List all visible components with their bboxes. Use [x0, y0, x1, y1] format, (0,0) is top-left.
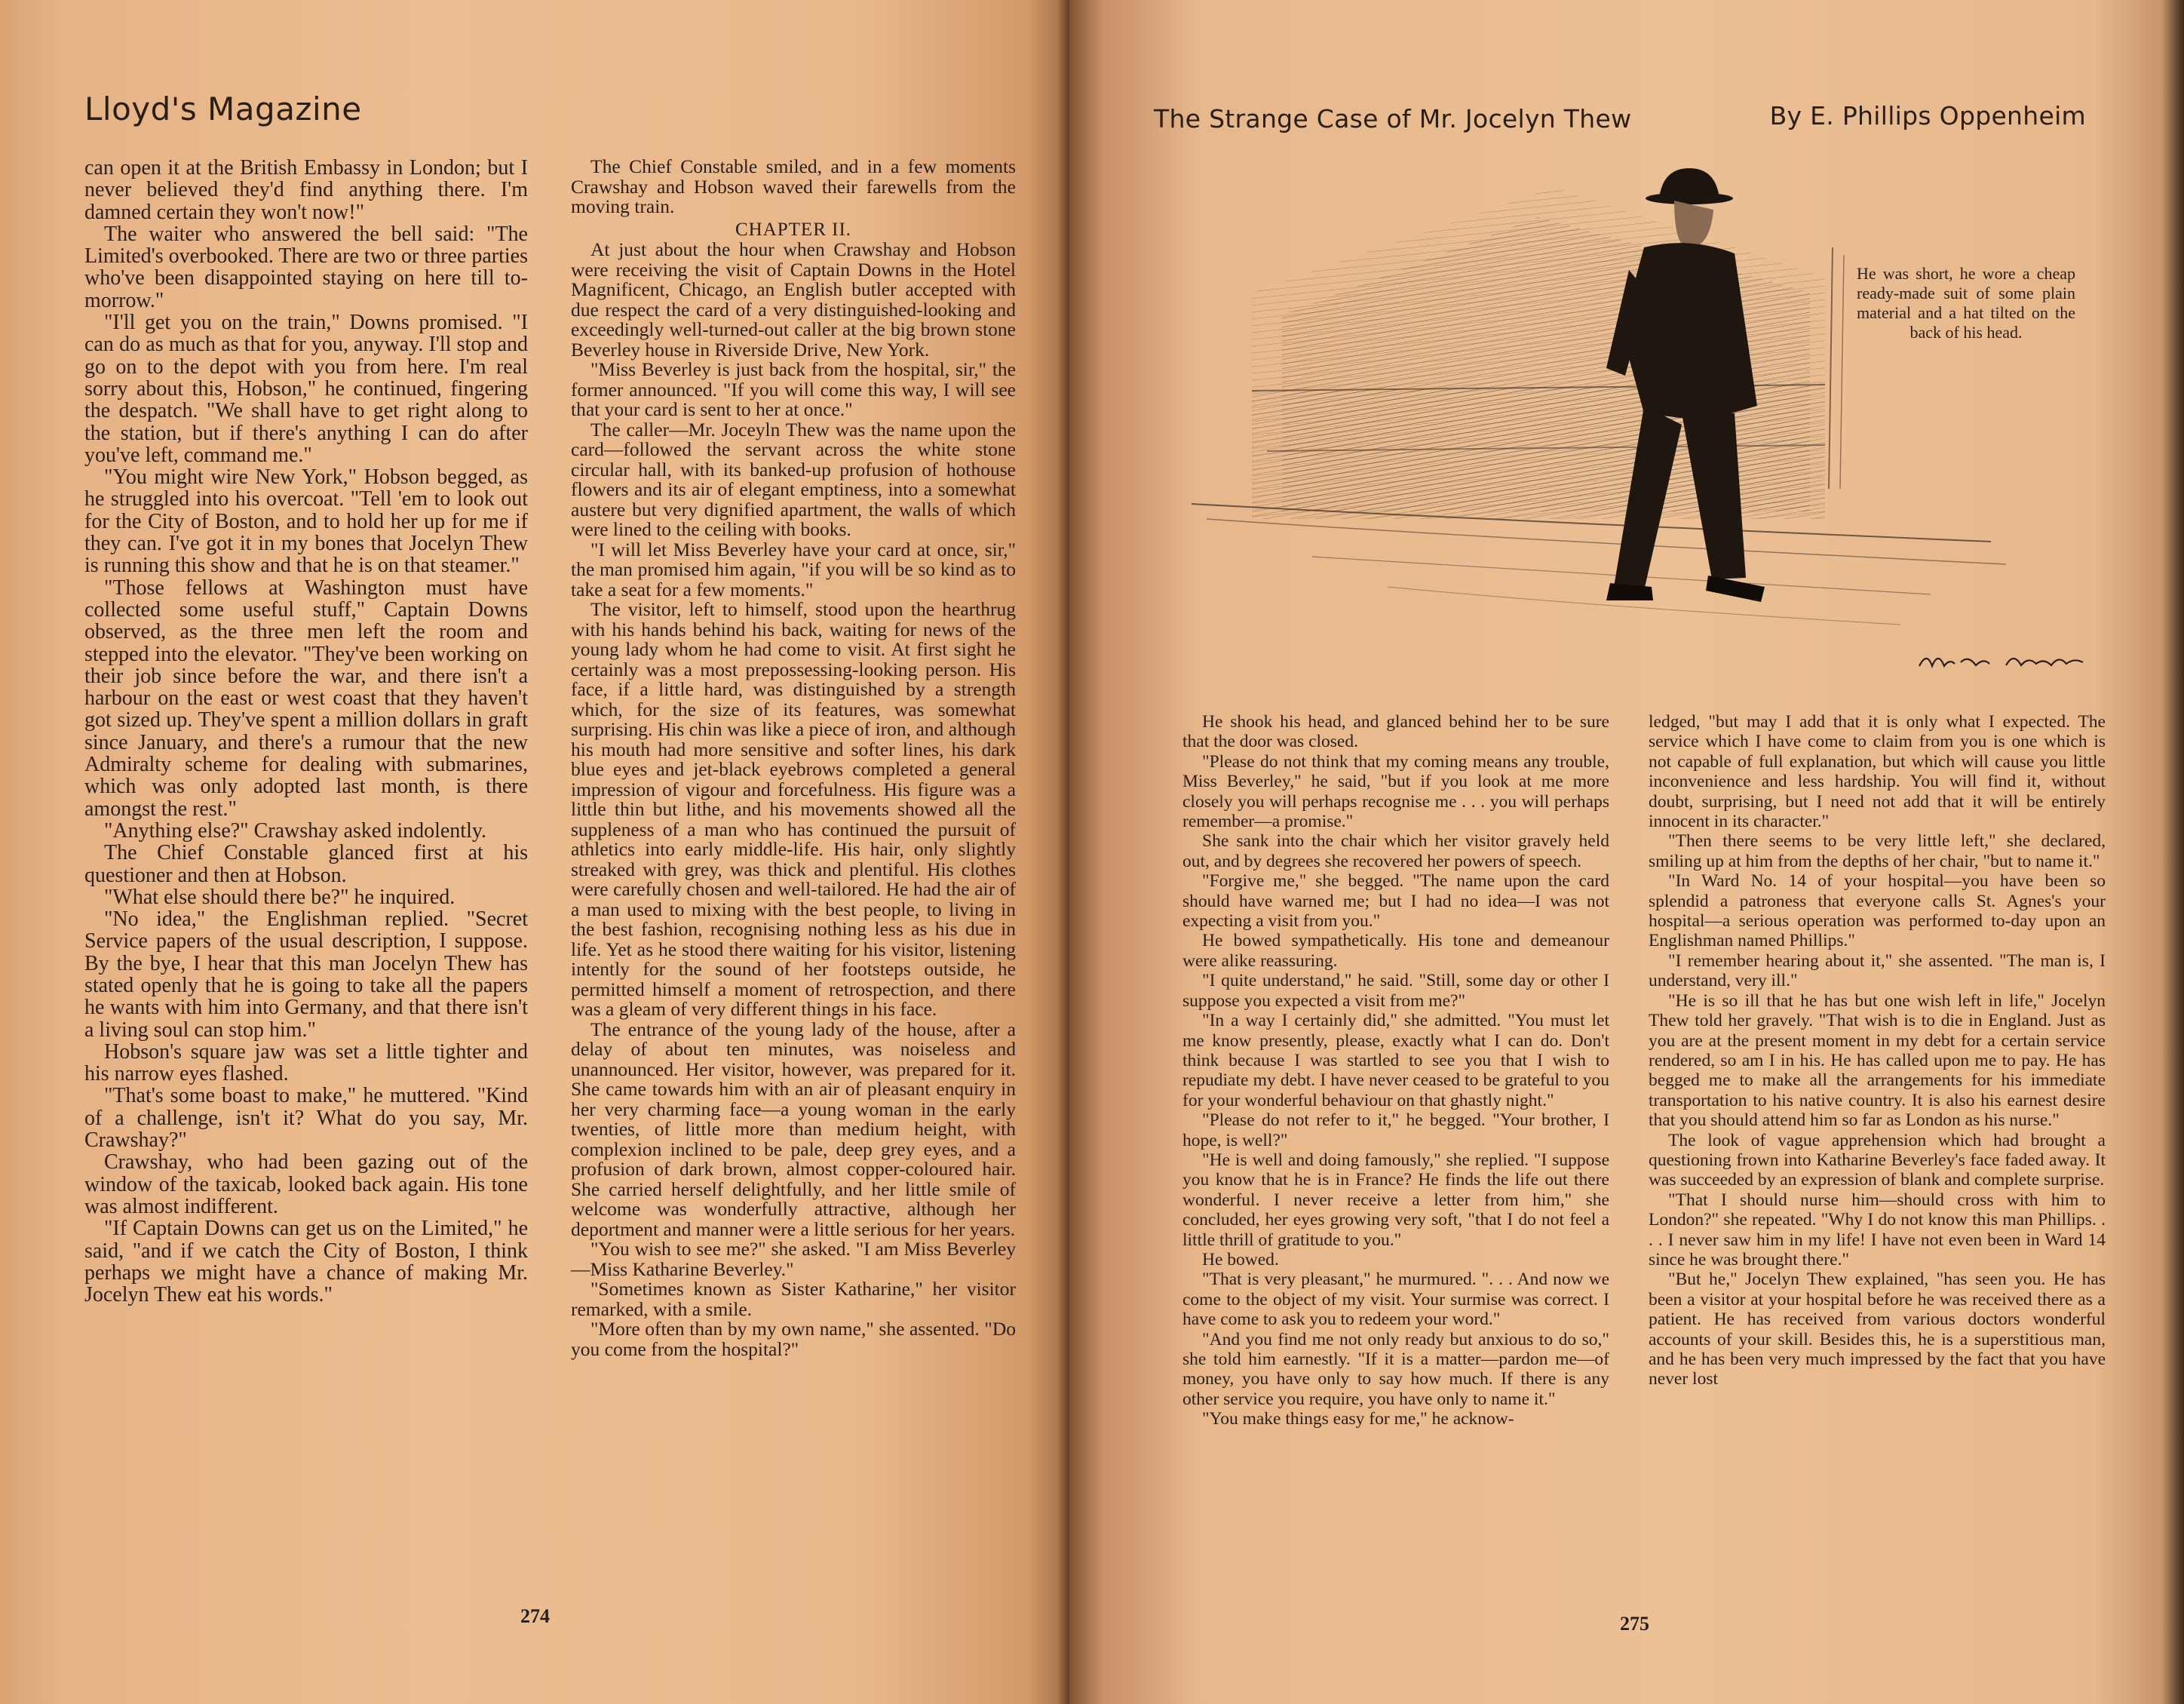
column-paragraph: "Miss Beverley is just back from the hospital, sir," the former announced. "If you will come this way, I will see that your card is sent to her at once."	[571, 358, 1016, 420]
column-paragraph: "You make things easy for me," he acknow-	[1202, 1409, 1514, 1429]
column-paragraph: She sank into the chair which her visitor gravely held out, and by degrees she recovered her powers of speech.	[1182, 831, 1609, 871]
column-paragraph: "He is so ill that he has but one wish left in life," Jocelyn Thew told her gravely. "That wish is to die in England. Just as you are at the present moment in my debt for a certain service rendered, so am I in his. He has called upon me to pay. He has begged me to make all the arrangements for his immediate transportation to his native country. It is also his earnest desire that you should attend him so far as London as his nurse."	[1649, 990, 2106, 1131]
illustration-caption: He was short, he wore a cheap ready-made suit of some plain material and a hat tilted on the back of his head.	[1857, 264, 2075, 342]
right-page-column-2	[1649, 712, 2106, 1389]
column-paragraph: "In Ward No. 14 of your hospital—you have been so splendid a patroness that everyone calls St. Agnes's your hospital—a serious operation was performed to-day upon an Englishman named Phillips."	[1649, 871, 2106, 951]
running-head-story-title: The Strange Case of Mr. Jocelyn Thew	[1154, 104, 1632, 134]
column-paragraph: "I quite understand," he said. "Still, some day or other I suppose you expected a visit from me?"	[1182, 971, 1609, 1011]
column-paragraph: "But he," Jocelyn Thew explained, "has seen you. He has been a visitor at your hospital before he was received there as a patient. He has received from various doctors wonderful accounts of your skill. Besides this, he is a superstitious man, and he has been very much impressed by the fact that you have never lost	[1649, 1270, 2106, 1389]
running-head-magazine-title: Lloyd's Magazine	[84, 91, 362, 127]
column-paragraph: ledged, "but may I add that it is only what I expected. The service which I have come to claim from you is one which is not capable of full explanation, but which will cause you little inconvenience and less hardship. You will find it, without doubt, surprising, but I need not add that it will be entirely innocent in its character."	[1649, 712, 2106, 832]
column-paragraph: "Those fellows at Washington must have collected some useful stuff," Captain Downs observed, as the three men left the room and stepped into the elevator. "They've been working on their job since before the war, and there isn't a harbour on the east or west coast that they haven't got sized up. They've spent a million dollars in graft since January, and there's a rumour that the new Admiralty scheme for dealing with submarines, which was only adopted last month, is there amongst the rest."	[84, 576, 528, 821]
column-paragraph: "Please do not think that my coming means any trouble, Miss Beverley," he said, "but if you look at me more closely you will perhaps recognise me . . . you will perhaps remember—a promise."	[1182, 751, 1609, 832]
chapter-body	[571, 240, 1016, 1359]
column-paragraph: "In a way I certainly did," she admitted. "You must let me know presently, please, exactly what I can do. Don't think because I was startled to see you that I wish to repudiate my debt. I have never ceased to be grateful to you for your wonderful behaviour on that ghastly night."	[1182, 1011, 1609, 1110]
page-number-right: 275	[1620, 1613, 1649, 1635]
column-paragraph: At just about the hour when Crawshay and Hobson were receiving the visit of Captain Downs in the Hotel Magnificent, Chicago, an English butler accepted with due respect the card of a very distinguished-looking and exceedingly well-turned-out caller at the big brown stone Beverley house in Riverside Drive, New York.	[571, 238, 1016, 361]
street-sketch	[1192, 504, 2006, 625]
column-paragraph: "Sometimes known as Sister Katharine," her visitor remarked, with a smile.	[571, 1278, 1016, 1320]
column-paragraph: "Forgive me," she begged. "The name upon the card should have warned me; but I had no idea—I was not expecting a visit from you."	[1182, 871, 1609, 932]
column-paragraph: The Chief Constable smiled, and in a few moments Crawshay and Hobson waved their farewells from the moving train.	[571, 155, 1016, 217]
column-paragraph: "And you find me not only ready but anxious to do so," she told him earnestly. "If it is a matter—pardon me—of money, you have only to say how much. If there is any other service you require, you have only to name it."	[1182, 1329, 1609, 1409]
column-paragraph: He shook his head, and glanced behind her to be sure that the door was closed.	[1182, 712, 1609, 752]
left-page-column-1	[84, 157, 528, 1306]
column-paragraph: "That is very pleasant," he murmured. ". . . And now we come to the object of my visit. Your surmise was correct. I have come to ask you to redeem your word."	[1182, 1270, 1609, 1330]
column-paragraph: The caller—Mr. Joceyln Thew was the name upon the card—followed the servant across the white stone circular hall, with its banked-up profusion of hothouse flowers and its air of elegant emptiness, into a somewhat austere but very dignified apartment, the walls of which were lined to the ceiling with books.	[571, 418, 1016, 540]
column-paragraph: "I'll get you on the train," Downs promised. "I can do as much as that for you, anyway. I'll stop and go on to the depot with you from here. I'm real sorry about this, Hobson," he continued, fingering the despatch. "We shall have to get right along to the station, but if there's anything I can do after you've left, command me."	[84, 311, 528, 467]
column-paragraph: "You might wire New York," Hobson begged, as he struggled into his overcoat. "Tell 'em to look out for the City of Boston, and to hold her up for me if they can. I've got it in my bones that Jocelyn Thew is running this show and that he is on that steamer."	[84, 465, 528, 578]
column-paragraph: "That's some boast to make," he muttered. "Kind of a challenge, isn't it? What do you say, Mr. Crawshay?"	[84, 1084, 528, 1153]
running-head-author: By E. Phillips Oppenheim	[1769, 101, 2086, 130]
column-paragraph: The entrance of the young lady of the house, after a delay of about ten minutes, was noiseless and unannounced. Her visitor, however, was prepared for it. She came towards him with an air of pleasant enquiry in her very charming face—a young woman in the early twenties, of little more than medium height, with complexion inclined to be pale, deep grey eyes, and a profusion of dark brown, almost copper-coloured hair. She carried herself delightfully, and her little smile of welcome was wonderfully attractive, although her deportment and manner were a little serious for her years.	[571, 1018, 1016, 1240]
column-paragraph: He bowed sympathetically. His tone and demeanour were alike reassuring.	[1182, 931, 1609, 971]
right-page-column-1	[1182, 712, 1609, 1429]
left-page	[0, 0, 1069, 1704]
column-paragraph: "What else should there be?" he inquired.	[104, 885, 456, 909]
artist-signature	[1916, 647, 2089, 677]
column-paragraph: He bowed.	[1202, 1249, 1279, 1270]
post-sketch	[1829, 247, 1844, 489]
column-paragraph: "You wish to see me?" she asked. "I am Miss Beverley—Miss Katharine Beverley."	[571, 1238, 1016, 1280]
column-paragraph: "That I should nurse him—should cross with him to London?" she repeated. "Why I do not know this man Phillips. . . . I never saw him in my life! I have not even been in Ward 14 since he was brought there."	[1649, 1190, 2106, 1270]
page-number-left: 274	[520, 1605, 550, 1627]
column-paragraph: The visitor, left to himself, stood upon the hearthrug with his hands behind his back, waiting for news of the young lady whom he had come to visit. At first sight he certainly was a most prepossessing-looking person. His face, if a little hard, was distinguished by a strength which, for the size of its features, was somewhat surprising. His chin was like a piece of iron, and although his mouth had more sensitive and softer lines, his dark blue eyes and jet-black eyebrows completed a general impression of vigour and forcefulness. His figure was a little thin but lithe, and his movements showed all the suppleness of a man who has continued the pursuit of athletics into early middle-life. His hair, only slightly streaked with grey, was thick and plentiful. His clothes were carefully chosen and well-tailored. He had the air of a man used to mixing with the best people, to living in the best fashion, recognising nothing less as his due in life. Yet as he stood there waiting for his visitor, listening intently for the sound of her footsteps outside, he permitted himself a moment of retrospection, and there was a gleam of very different things in his face.	[571, 598, 1016, 1020]
column-paragraph: Crawshay, who had been gazing out of the window of the taxicab, looked back again. His tone was almost indifferent.	[84, 1150, 528, 1218]
column-paragraph: "Please do not refer to it," he begged. "Your brother, I hope, is well?"	[1182, 1110, 1609, 1150]
column-paragraph: The look of vague apprehension which had brought a questioning frown into Katharine Beverley's face faded away. It was succeeded by an expression of blank and complete surprise.	[1649, 1130, 2106, 1190]
column-paragraph: "I remember hearing about it," she assented. "The man is, I understand, very ill."	[1649, 950, 2106, 991]
column-paragraph: "Anything else?" Crawshay asked indolently.	[104, 818, 487, 843]
illustration-man-walking	[1161, 164, 2097, 692]
column-paragraph: can open it at the British Embassy in London; but I never believed they'd find anything there. I'm damned certain they won't now!"	[84, 156, 528, 224]
chapter-heading: CHAPTER II.	[735, 219, 852, 240]
column-paragraph: "No idea," the Englishman replied. "Secret Service papers of the usual description, I suppose. By the bye, I hear that this man Jocelyn Thew has stated openly that he is going to take all the papers he wants with him into Germany, and that there isn't a living soul can stop him."	[84, 907, 528, 1042]
column-paragraph: "Then there seems to be very little left," she declared, smiling up at him from the depths of her chair, "but to name it."	[1649, 831, 2106, 871]
column-paragraph: "More often than by my own name," she assented. "Do you come from the hospital?"	[571, 1318, 1016, 1360]
column-paragraph: "I will let Miss Beverley have your card at once, sir," the man promised him again, "if you will be so kind as to take a seat for a few moments."	[571, 538, 1016, 600]
column-paragraph: "If Captain Downs can get us on the Limited," he said, "and if we catch the City of Boston, I think perhaps we might have a chance of making Mr. Jocelyn Thew eat his words."	[84, 1217, 528, 1307]
column-paragraph: The waiter who answered the bell said: "The Limited's overbooked. There are two or three parties who've been disappointed staying on here till to-morrow."	[84, 222, 528, 312]
column-paragraph: Hobson's square jaw was set a little tighter and his narrow eyes flashed.	[84, 1039, 528, 1086]
column-paragraph: "He is well and doing famously," she replied. "I suppose you know that he is in France? He finds the life out there wonderful. I never receive a letter from him," she concluded, her eyes growing very soft, "that I do not feel a little thrill of gratitude to you."	[1182, 1150, 1609, 1250]
left-page-column-2	[571, 157, 1016, 1359]
column-paragraph: The Chief Constable glanced first at his questioner and then at Hobson.	[84, 841, 528, 887]
